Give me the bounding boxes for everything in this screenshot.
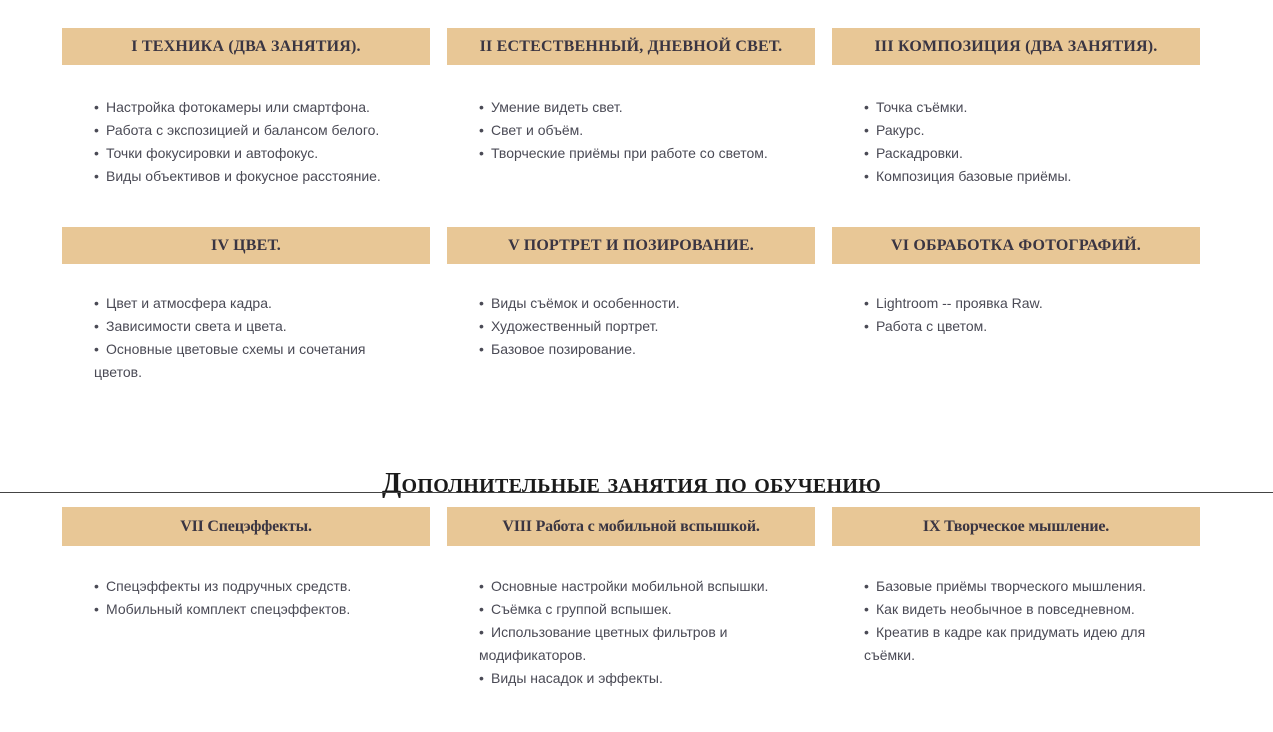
module-topic-list	[447, 96, 789, 165]
module-topic: • Базовое позирование.	[479, 338, 789, 361]
module-title: III КОМПОЗИЦИЯ (ДВА ЗАНЯТИЯ).	[832, 28, 1200, 65]
module-topic: • Цвет и атмосфера кадра.	[94, 292, 404, 315]
module-card-2	[447, 28, 815, 165]
module-topic: • Виды объективов и фокусное расстояние.	[94, 165, 404, 188]
module-topic-list	[62, 292, 404, 384]
module-topic: • Съёмка с группой вспышек.	[479, 598, 789, 621]
module-topic: • Зависимости света и цвета.	[94, 315, 404, 338]
module-title: I ТЕХНИКА (ДВА ЗАНЯТИЯ).	[62, 28, 430, 65]
module-topic: • Виды насадок и эффекты.	[479, 667, 789, 690]
module-topic-list	[62, 575, 404, 621]
module-topic: • Виды съёмок и особенности.	[479, 292, 789, 315]
module-topic: • Работа с экспозицией и балансом белого.	[94, 119, 404, 142]
module-card-1	[62, 28, 430, 188]
module-card-8	[447, 507, 815, 690]
module-topic-list	[832, 575, 1174, 667]
module-topic: • Использование цветных фильтров и модификаторов.	[479, 621, 789, 667]
module-topic-list	[62, 96, 404, 188]
module-title: IX Творческое мышление.	[832, 507, 1200, 546]
module-topic: • Мобильный комплект спецэффектов.	[94, 598, 404, 621]
module-topic: • Художественный портрет.	[479, 315, 789, 338]
module-topic: • Точки фокусировки и автофокус.	[94, 142, 404, 165]
module-card-9	[832, 507, 1200, 667]
module-topic: • Основные настройки мобильной вспышки.	[479, 575, 789, 598]
module-topic: • Как видеть необычное в повседневном.	[864, 598, 1174, 621]
module-topic-list	[447, 292, 789, 361]
module-topic: • Творческие приёмы при работе со светом.	[479, 142, 789, 165]
module-topic: • Базовые приёмы творческого мышления.	[864, 575, 1174, 598]
module-topic: • Раскадровки.	[864, 142, 1174, 165]
module-topic: • Lightroom -- проявка Raw.	[864, 292, 1174, 315]
module-card-3	[832, 28, 1200, 188]
module-topic: • Свет и объём.	[479, 119, 789, 142]
module-topic-list	[832, 96, 1174, 188]
module-topic-list	[447, 575, 789, 690]
module-topic: • Креатив в кадре как придумать идею для съёмки.	[864, 621, 1174, 667]
module-title: VI ОБРАБОТКА ФОТОГРАФИЙ.	[832, 227, 1200, 264]
module-card-5	[447, 227, 815, 361]
module-title: II ЕСТЕСТВЕННЫЙ, ДНЕВНОЙ СВЕТ.	[447, 28, 815, 65]
module-topic: • Умение видеть свет.	[479, 96, 789, 119]
additional-section-title: Дополнительные занятия по обучению	[381, 468, 882, 500]
module-title: VIII Работа с мобильной вспышкой.	[447, 507, 815, 546]
module-topic-list	[832, 292, 1174, 338]
module-topic: • Настройка фотокамеры или смартфона.	[94, 96, 404, 119]
module-topic: • Ракурс.	[864, 119, 1174, 142]
module-title: VII Спецэффекты.	[62, 507, 430, 546]
section-divider	[0, 492, 1273, 493]
module-topic: • Спецэффекты из подручных средств.	[94, 575, 404, 598]
module-topic: • Работа с цветом.	[864, 315, 1174, 338]
module-title: IV ЦВЕТ.	[62, 227, 430, 264]
module-topic: • Основные цветовые схемы и сочетания цветов.	[94, 338, 404, 384]
module-card-4	[62, 227, 430, 384]
module-card-6	[832, 227, 1200, 338]
module-topic: • Точка съёмки.	[864, 96, 1174, 119]
module-topic: • Композиция базовые приёмы.	[864, 165, 1174, 188]
module-card-7	[62, 507, 430, 621]
module-title: V ПОРТРЕТ И ПОЗИРОВАНИЕ.	[447, 227, 815, 264]
